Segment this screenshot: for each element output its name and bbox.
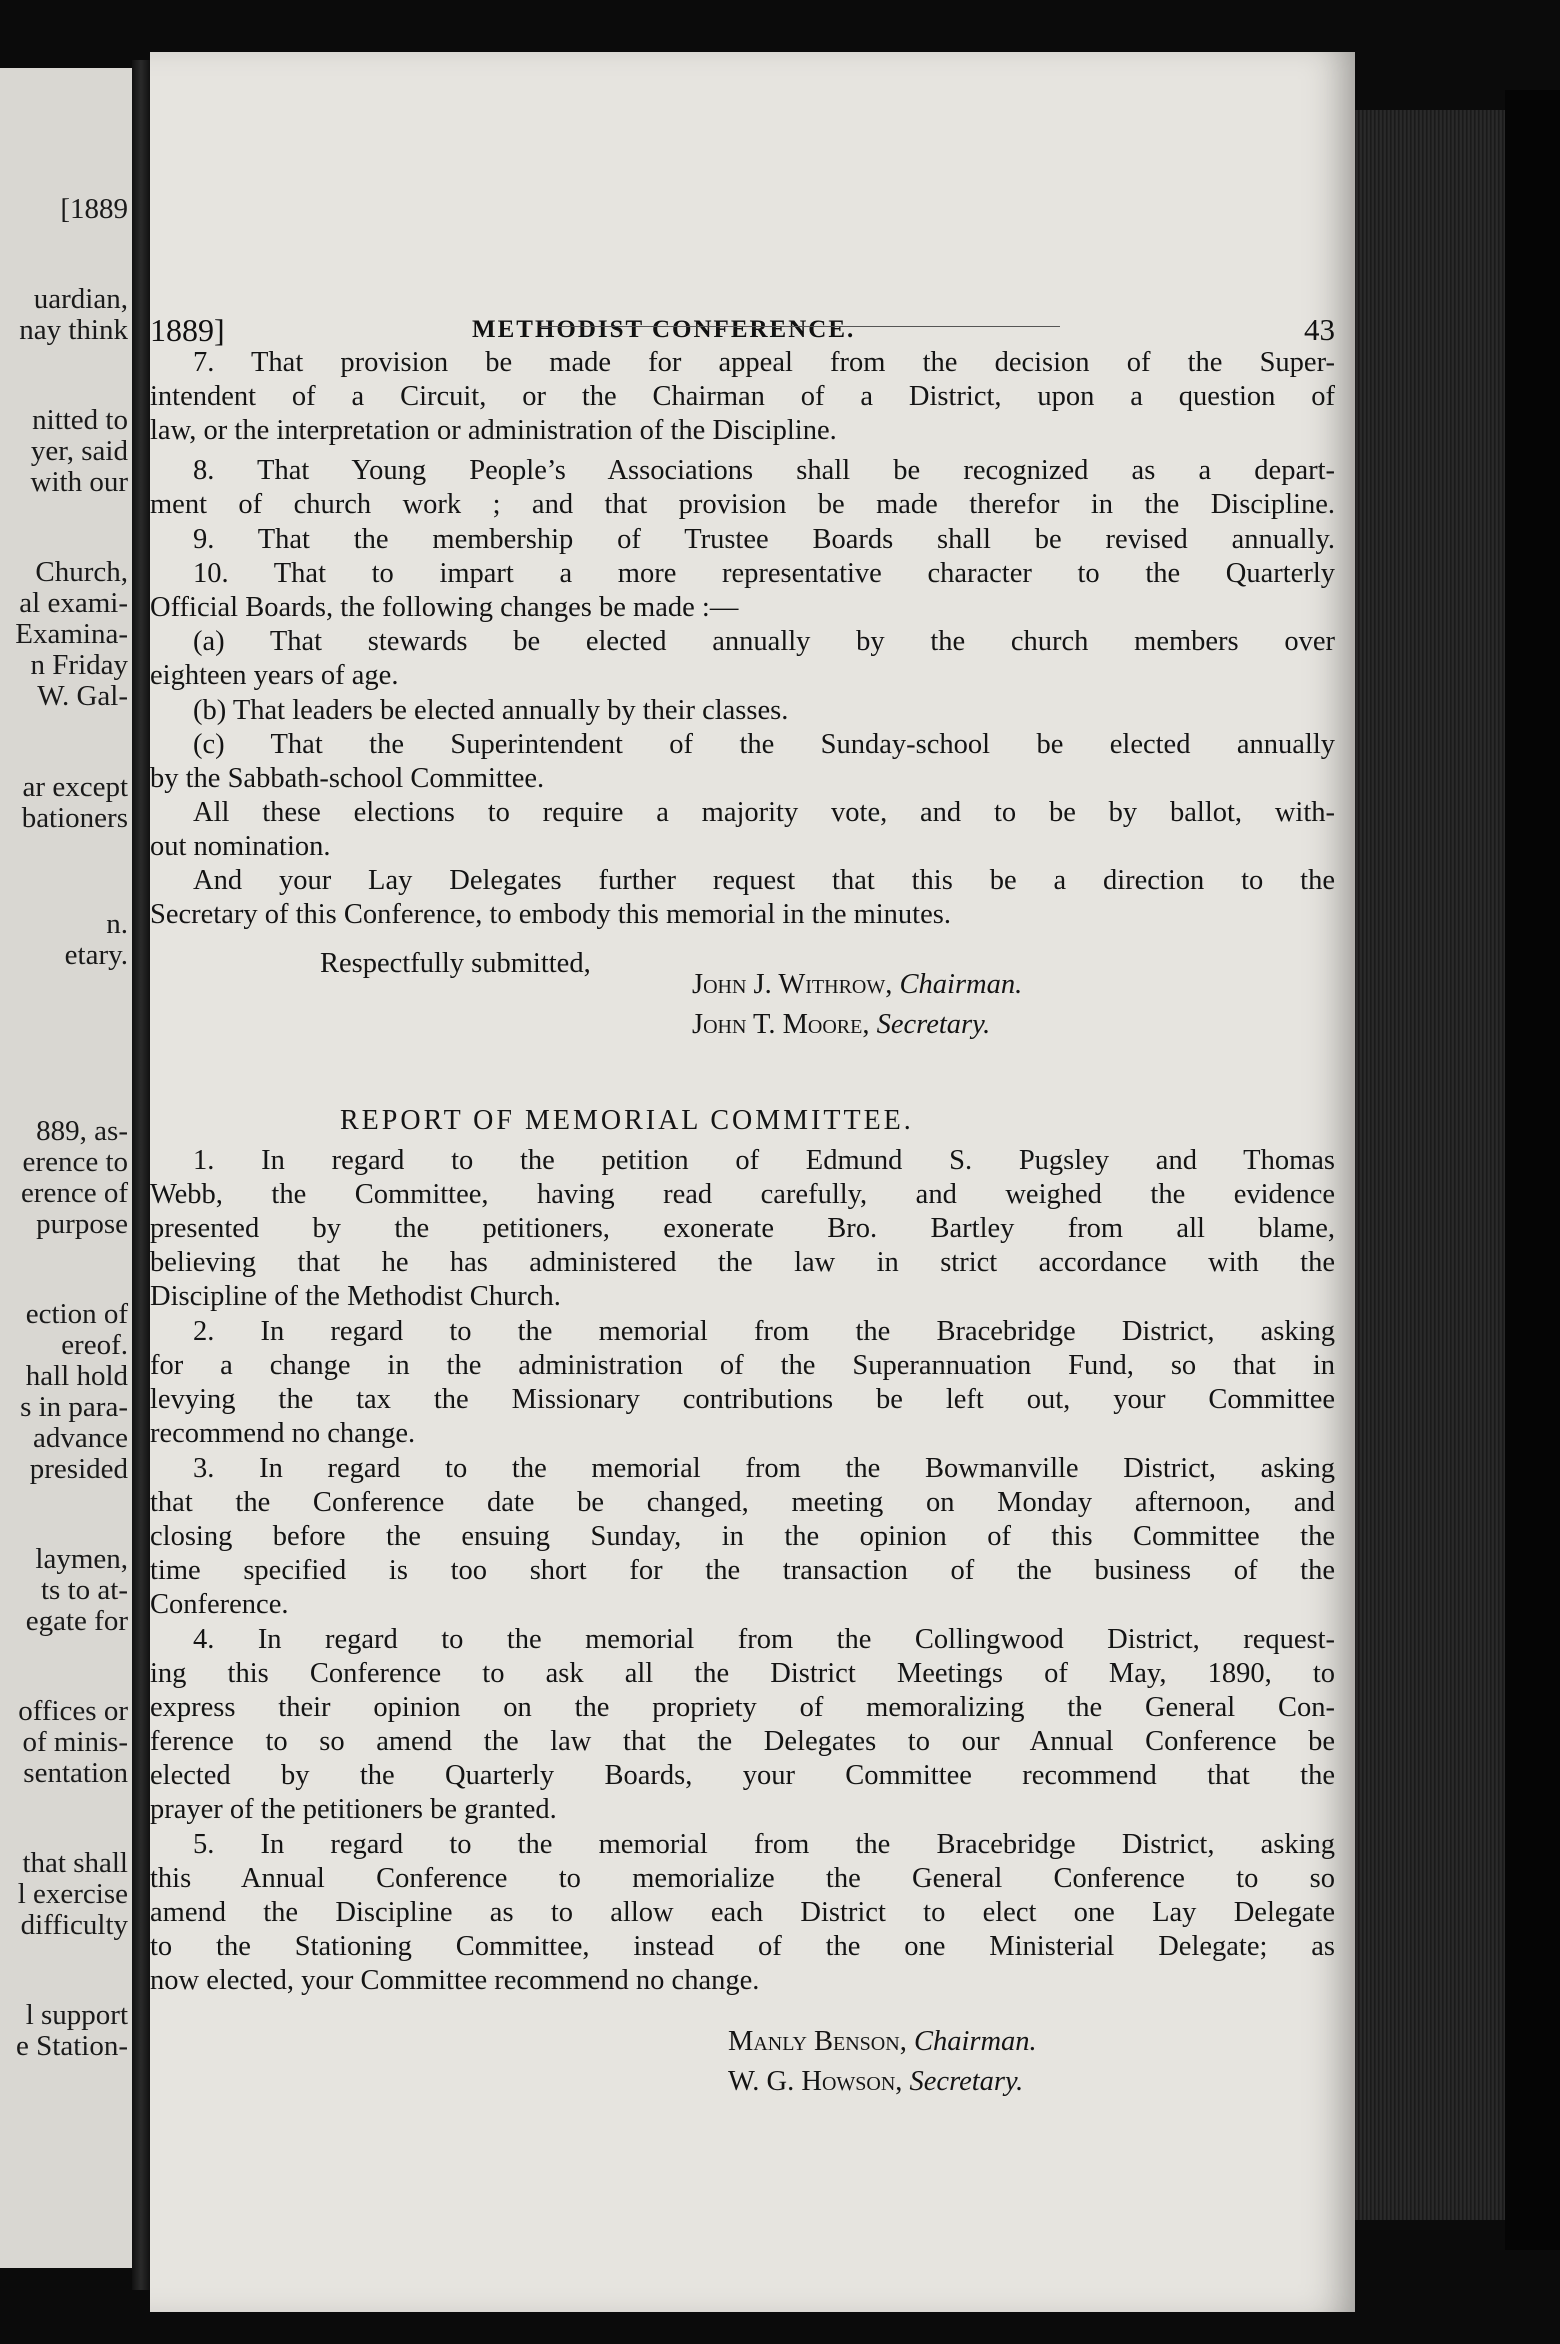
signatory-name: John T. Moore,: [692, 1009, 870, 1040]
facing-page-line: e Station-: [16, 2030, 128, 2062]
report-line: closing before the ensuing Sunday, in the opinion of this Committee the: [150, 1521, 1335, 1552]
report-line: 1. In regard to the petition of Edmund S. Pugsley and Thomas: [193, 1145, 1335, 1176]
facing-page-line: advance: [33, 1422, 128, 1454]
facing-page-line: etary.: [64, 939, 128, 971]
memorial-line: out nomination.: [150, 831, 331, 862]
facing-page-line: l support: [25, 1999, 128, 2031]
facing-page-line: with our: [30, 466, 128, 498]
signature-line: [692, 1011, 990, 1040]
report-line: elected by the Quarterly Boards, your Committee recommend that the: [150, 1760, 1335, 1791]
facing-page-line: offices or: [18, 1695, 128, 1727]
facing-page-line: that shall: [22, 1847, 128, 1879]
header-title: METHODIST CONFERENCE.: [472, 316, 856, 343]
memorial-line: (b) That leaders be elected annually by their classes.: [193, 695, 789, 726]
page-body: [150, 0, 1335, 2344]
facing-page-line: yer, said: [30, 435, 128, 467]
memorial-line: 10. That to impart a more representative character to the Quarterly: [193, 558, 1335, 589]
facing-page-fragment: [0, 68, 132, 2268]
facing-page-line: ts to at-: [41, 1574, 128, 1606]
report-line: now elected, your Committee recommend no change.: [150, 1965, 760, 1996]
memorial-line: Official Boards, the following changes be made :—: [150, 592, 739, 623]
facing-page-line: ection of: [25, 1298, 128, 1330]
facing-page-line: presided: [29, 1453, 128, 1485]
facing-page-line: nitted to: [32, 404, 128, 436]
report-line: 5. In regard to the memorial from the Bracebridge District, asking: [193, 1829, 1335, 1860]
respectfully-submitted: Respectfully submitted,: [320, 948, 591, 979]
report-line: time specified is too short for the transaction of the business of the: [150, 1555, 1335, 1586]
facing-page-line: n.: [106, 908, 128, 940]
report-line: express their opinion on the propriety of memoralizing the General Con-: [150, 1692, 1335, 1723]
book-gutter: [132, 60, 150, 2290]
book-cover-edge: [1505, 90, 1560, 2250]
memorial-line: ment of church work ; and that provision be made therefor in the Discipline.: [150, 489, 1335, 520]
page-block-edge: [1355, 110, 1505, 2220]
signatory-role: Chairman.: [913, 2026, 1037, 2057]
report-line: for a change in the administration of the Superannuation Fund, so that in: [150, 1350, 1335, 1381]
report-heading: REPORT OF MEMORIAL COMMITTEE.: [340, 1105, 914, 1136]
memorial-line: 9. That the membership of Trustee Boards shall be revised annually.: [193, 524, 1335, 555]
signatory-name: John J. Withrow,: [692, 969, 893, 1000]
memorial-line: And your Lay Delegates further request that this be a direction to the: [193, 865, 1335, 896]
memorial-line: All these elections to require a majority vote, and to be by ballot, with-: [193, 797, 1335, 828]
facing-page-line: Church,: [35, 556, 128, 588]
facing-page-line: ereof.: [61, 1329, 128, 1361]
facing-page-line: Examina-: [15, 618, 128, 650]
report-line: presented by the petitioners, exonerate Bro. Bartley from all blame,: [150, 1213, 1335, 1244]
facing-page-line: nay think: [19, 314, 128, 346]
facing-page-line: al exami-: [19, 587, 128, 619]
facing-page-line: [1889: [60, 193, 128, 225]
facing-page-line: bationers: [21, 802, 128, 834]
facing-page-line: laymen,: [35, 1543, 128, 1575]
facing-page-line: egate for: [25, 1605, 128, 1637]
report-line: Discipline of the Methodist Church.: [150, 1281, 561, 1312]
facing-page-line: l exercise: [17, 1878, 128, 1910]
report-line: levying the tax the Missionary contributions be left out, your Committee: [150, 1384, 1335, 1415]
facing-page-line: W. Gal-: [37, 680, 128, 712]
report-line: to the Stationing Committee, instead of the one Ministerial Delegate; as: [150, 1931, 1335, 1962]
report-line: Webb, the Committee, having read carefully, and weighed the evidence: [150, 1179, 1335, 1210]
memorial-line: 7. That provision be made for appeal from the decision of the Super-: [193, 347, 1335, 378]
facing-page-line: difficulty: [20, 1909, 128, 1941]
memorial-line: eighteen years of age.: [150, 660, 399, 691]
signature-line: [728, 2068, 1023, 2097]
memorial-line: 8. That Young People’s Associations shall be recognized as a depart-: [193, 455, 1335, 486]
signature-line: [728, 2028, 1037, 2057]
memorial-line: Secretary of this Conference, to embody this memorial in the minutes.: [150, 899, 951, 930]
facing-page-line: hall hold: [25, 1360, 128, 1392]
facing-page-line: s in para-: [20, 1391, 128, 1423]
report-line: ference to so amend the law that the Delegates to our Annual Conference be: [150, 1726, 1335, 1757]
report-line: ing this Conference to ask all the District Meetings of May, 1890, to: [150, 1658, 1335, 1689]
memorial-line: by the Sabbath-school Committee.: [150, 763, 545, 794]
header-year: 1889]: [150, 312, 225, 348]
memorial-line: (c) That the Superintendent of the Sunday-school be elected annually: [193, 729, 1335, 760]
report-line: this Annual Conference to memorialize the General Conference to so: [150, 1863, 1335, 1894]
memorial-line: intendent of a Circuit, or the Chairman of a District, upon a question of: [150, 381, 1335, 412]
report-line: Conference.: [150, 1589, 289, 1620]
facing-page-line: erence of: [20, 1177, 128, 1209]
report-line: 4. In regard to the memorial from the Collingwood District, request-: [193, 1624, 1335, 1655]
report-line: amend the Discipline as to allow each District to elect one Lay Delegate: [150, 1897, 1335, 1928]
facing-page-line: sentation: [23, 1757, 128, 1789]
memorial-line: (a) That stewards be elected annually by the church members over: [193, 626, 1335, 657]
report-line: 3. In regard to the memorial from the Bowmanville District, asking: [193, 1453, 1335, 1484]
signatory-name: W. G. Howson,: [728, 2066, 903, 2097]
signatory-role: Secretary.: [876, 1009, 991, 1040]
facing-page-line: erence to: [22, 1146, 128, 1178]
signature-line: [692, 971, 1022, 1000]
signatory-name: Manly Benson,: [728, 2026, 907, 2057]
signatory-role: Secretary.: [909, 2066, 1024, 2097]
report-line: that the Conference date be changed, meeting on Monday afternoon, and: [150, 1487, 1335, 1518]
facing-page-line: ar except: [22, 771, 128, 803]
facing-page-line: of minis-: [22, 1726, 128, 1758]
report-line: prayer of the petitioners be granted.: [150, 1794, 557, 1825]
facing-page-line: purpose: [36, 1208, 128, 1240]
memorial-line: law, or the interpretation or administration of the Discipline.: [150, 415, 837, 446]
facing-page-line: n Friday: [30, 649, 128, 681]
report-line: recommend no change.: [150, 1418, 416, 1449]
facing-page-line: uardian,: [33, 283, 128, 315]
facing-page-line: 889, as-: [36, 1115, 128, 1147]
page-number: 43: [1304, 312, 1335, 347]
signatory-role: Chairman.: [899, 969, 1023, 1000]
report-line: 2. In regard to the memorial from the Bracebridge District, asking: [193, 1316, 1335, 1347]
report-line: believing that he has administered the law in strict accordance with the: [150, 1247, 1335, 1278]
